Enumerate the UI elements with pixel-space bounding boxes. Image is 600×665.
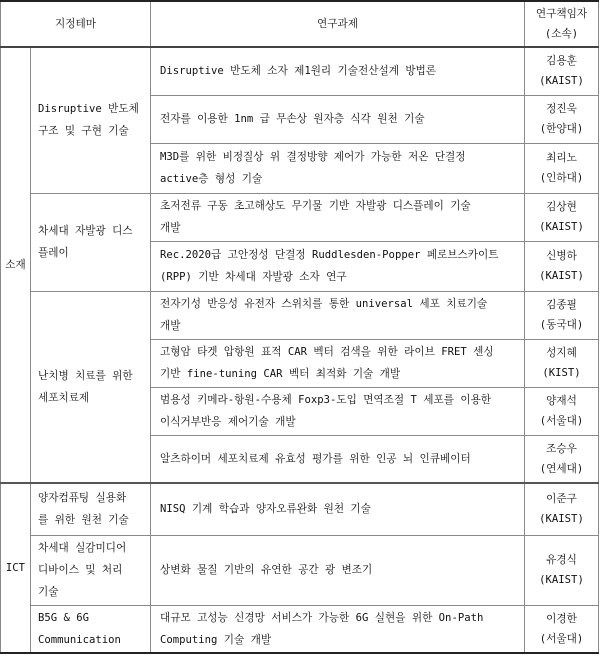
project-line: 기반 fine-tuning CAR 벡터 최적화 기술 개발 — [160, 368, 401, 380]
theme-line: 차세대 실감미디어 — [38, 542, 127, 554]
pi-name: 양재석 — [546, 395, 577, 407]
pi-cell — [525, 535, 599, 605]
project-line: 개발 — [160, 320, 181, 332]
project-cell — [151, 291, 525, 339]
table-row — [1, 535, 599, 605]
pi-cell — [525, 95, 599, 143]
project-line: Rec.2020급 고안정성 단결정 Ruddlesden-Popper 페로브스카이트 — [160, 249, 499, 261]
pi-cell — [525, 193, 599, 241]
project-cell — [151, 95, 525, 143]
table-row — [1, 605, 599, 653]
pi-affiliation: (KAIST) — [539, 513, 584, 526]
pi-affiliation: (한양대) — [539, 123, 584, 135]
theme-cell — [31, 47, 151, 193]
pi-affiliation: (KAIST) — [539, 574, 584, 586]
project-cell — [151, 143, 525, 193]
pi-cell — [525, 143, 599, 193]
project-line: 고형암 타겟 압항원 표적 CAR 벡터 검색을 위한 라이브 FRET 센싱 — [160, 346, 494, 358]
project-line: 알츠하이머 세포치료제 유효성 평가를 위한 인공 뇌 인큐베이터 — [160, 452, 471, 465]
theme-line: 난치병 치료를 위한 — [38, 369, 133, 382]
project-cell — [151, 535, 525, 605]
header-pi-line: 연구책임자 — [535, 8, 588, 20]
project-line: 범용성 키메라-항원-수용체 Foxp3-도입 면역조절 T 세포를 이용한 — [160, 394, 492, 406]
theme-line: 세포치료제 — [38, 391, 90, 404]
header-pi-line: (소속) — [544, 28, 579, 40]
pi-affiliation: (동국대) — [539, 319, 584, 331]
theme-line: 디바이스 및 처리 — [38, 564, 123, 576]
project-cell — [151, 193, 525, 241]
project-cell — [151, 435, 525, 483]
header-pi — [525, 1, 599, 47]
theme-cell — [31, 535, 151, 605]
project-line: 이식거부반응 제어기술 개발 — [160, 416, 296, 428]
pi-cell — [525, 241, 599, 291]
pi-name: 신병하 — [546, 250, 577, 262]
table-row — [1, 193, 599, 241]
pi-cell — [525, 605, 599, 653]
pi-name: 최리노 — [546, 152, 577, 164]
theme-line: 차세대 자발광 디스 — [38, 225, 133, 237]
project-cell — [151, 605, 525, 653]
pi-cell — [525, 47, 599, 95]
project-cell — [151, 387, 525, 435]
project-line: 초저전류 구동 초고해상도 무기물 기반 자발광 디스플레이 기술 — [160, 200, 471, 212]
pi-affiliation: (KIST) — [542, 367, 581, 379]
pi-name: 정진욱 — [546, 103, 577, 115]
project-cell — [151, 47, 525, 95]
project-line: 상변화 물질 기반의 유연한 공간 광 변조기 — [160, 564, 373, 576]
project-cell — [151, 241, 525, 291]
theme-cell — [31, 605, 151, 653]
pi-name: 김용훈 — [546, 55, 577, 68]
theme-cell — [31, 291, 151, 483]
pi-affiliation: (서울대) — [539, 415, 584, 427]
header-theme: 지정테마 — [1, 1, 151, 47]
project-cell — [151, 483, 525, 535]
pi-cell — [525, 483, 599, 535]
pi-affiliation: (KAIST) — [539, 75, 584, 88]
project-cell — [151, 339, 525, 387]
theme-cell — [31, 193, 151, 291]
pi-name: 이경한 — [546, 612, 577, 625]
pi-cell — [525, 291, 599, 339]
project-line: NISQ 기계 학습과 양자오류완화 원천 기술 — [160, 503, 371, 516]
category-cell: 소재 — [1, 47, 31, 483]
category-cell: ICT — [1, 483, 31, 653]
pi-cell — [525, 387, 599, 435]
pi-name: 김상현 — [546, 201, 577, 213]
pi-affiliation: (연세대) — [539, 462, 584, 475]
project-line: 전자를 이용한 1nm 급 무손상 원자층 식각 원천 기술 — [160, 113, 425, 125]
table-row — [1, 291, 599, 339]
pi-affiliation: (서울대) — [539, 632, 584, 645]
pi-name: 유경식 — [546, 554, 577, 566]
theme-line: 구조 및 구현 기술 — [38, 125, 129, 138]
pi-name: 조승우 — [546, 442, 577, 455]
theme-line: Communication — [38, 633, 121, 646]
project-line: 개발 — [160, 222, 181, 234]
project-line: (RPP) 기반 차세대 자발광 소자 연구 — [160, 271, 347, 283]
project-line: active층 형성 기술 — [160, 173, 263, 185]
theme-line: 를 위한 원천 기술 — [38, 514, 129, 527]
theme-line: Disruptive 반도체 — [38, 103, 139, 116]
pi-name: 이준구 — [546, 493, 577, 506]
pi-affiliation: (KAIST) — [539, 270, 584, 282]
project-line: Disruptive 반도체 소자 제1원리 기술전산설계 방법론 — [160, 65, 437, 78]
theme-line: 플레이 — [38, 247, 69, 259]
pi-name: 김종필 — [546, 299, 577, 311]
project-line: 전자기성 반응성 유전자 스위치를 통한 universal 세포 치료기술 — [160, 298, 488, 310]
theme-line: 양자컴퓨팅 실용화 — [38, 492, 127, 505]
table-header-row — [1, 1, 599, 47]
pi-affiliation: (인하대) — [539, 172, 584, 184]
theme-line: B5G & 6G — [38, 611, 90, 624]
theme-line: 기술 — [38, 586, 59, 598]
project-line: M3D를 위한 비정질상 위 결정방향 제어가 가능한 저온 단결정 — [160, 151, 466, 163]
table-row — [1, 483, 599, 535]
pi-name: 성지혜 — [546, 347, 577, 359]
pi-affiliation: (KAIST) — [539, 221, 584, 233]
pi-cell — [525, 435, 599, 483]
table-row — [1, 47, 599, 95]
project-line: 대규모 고성능 신경망 서비스가 가능한 6G 실현을 위한 On-Path — [160, 611, 484, 624]
header-project: 연구과제 — [151, 1, 525, 47]
project-line: Computing 기술 개발 — [160, 633, 272, 646]
theme-cell — [31, 483, 151, 535]
pi-cell — [525, 339, 599, 387]
